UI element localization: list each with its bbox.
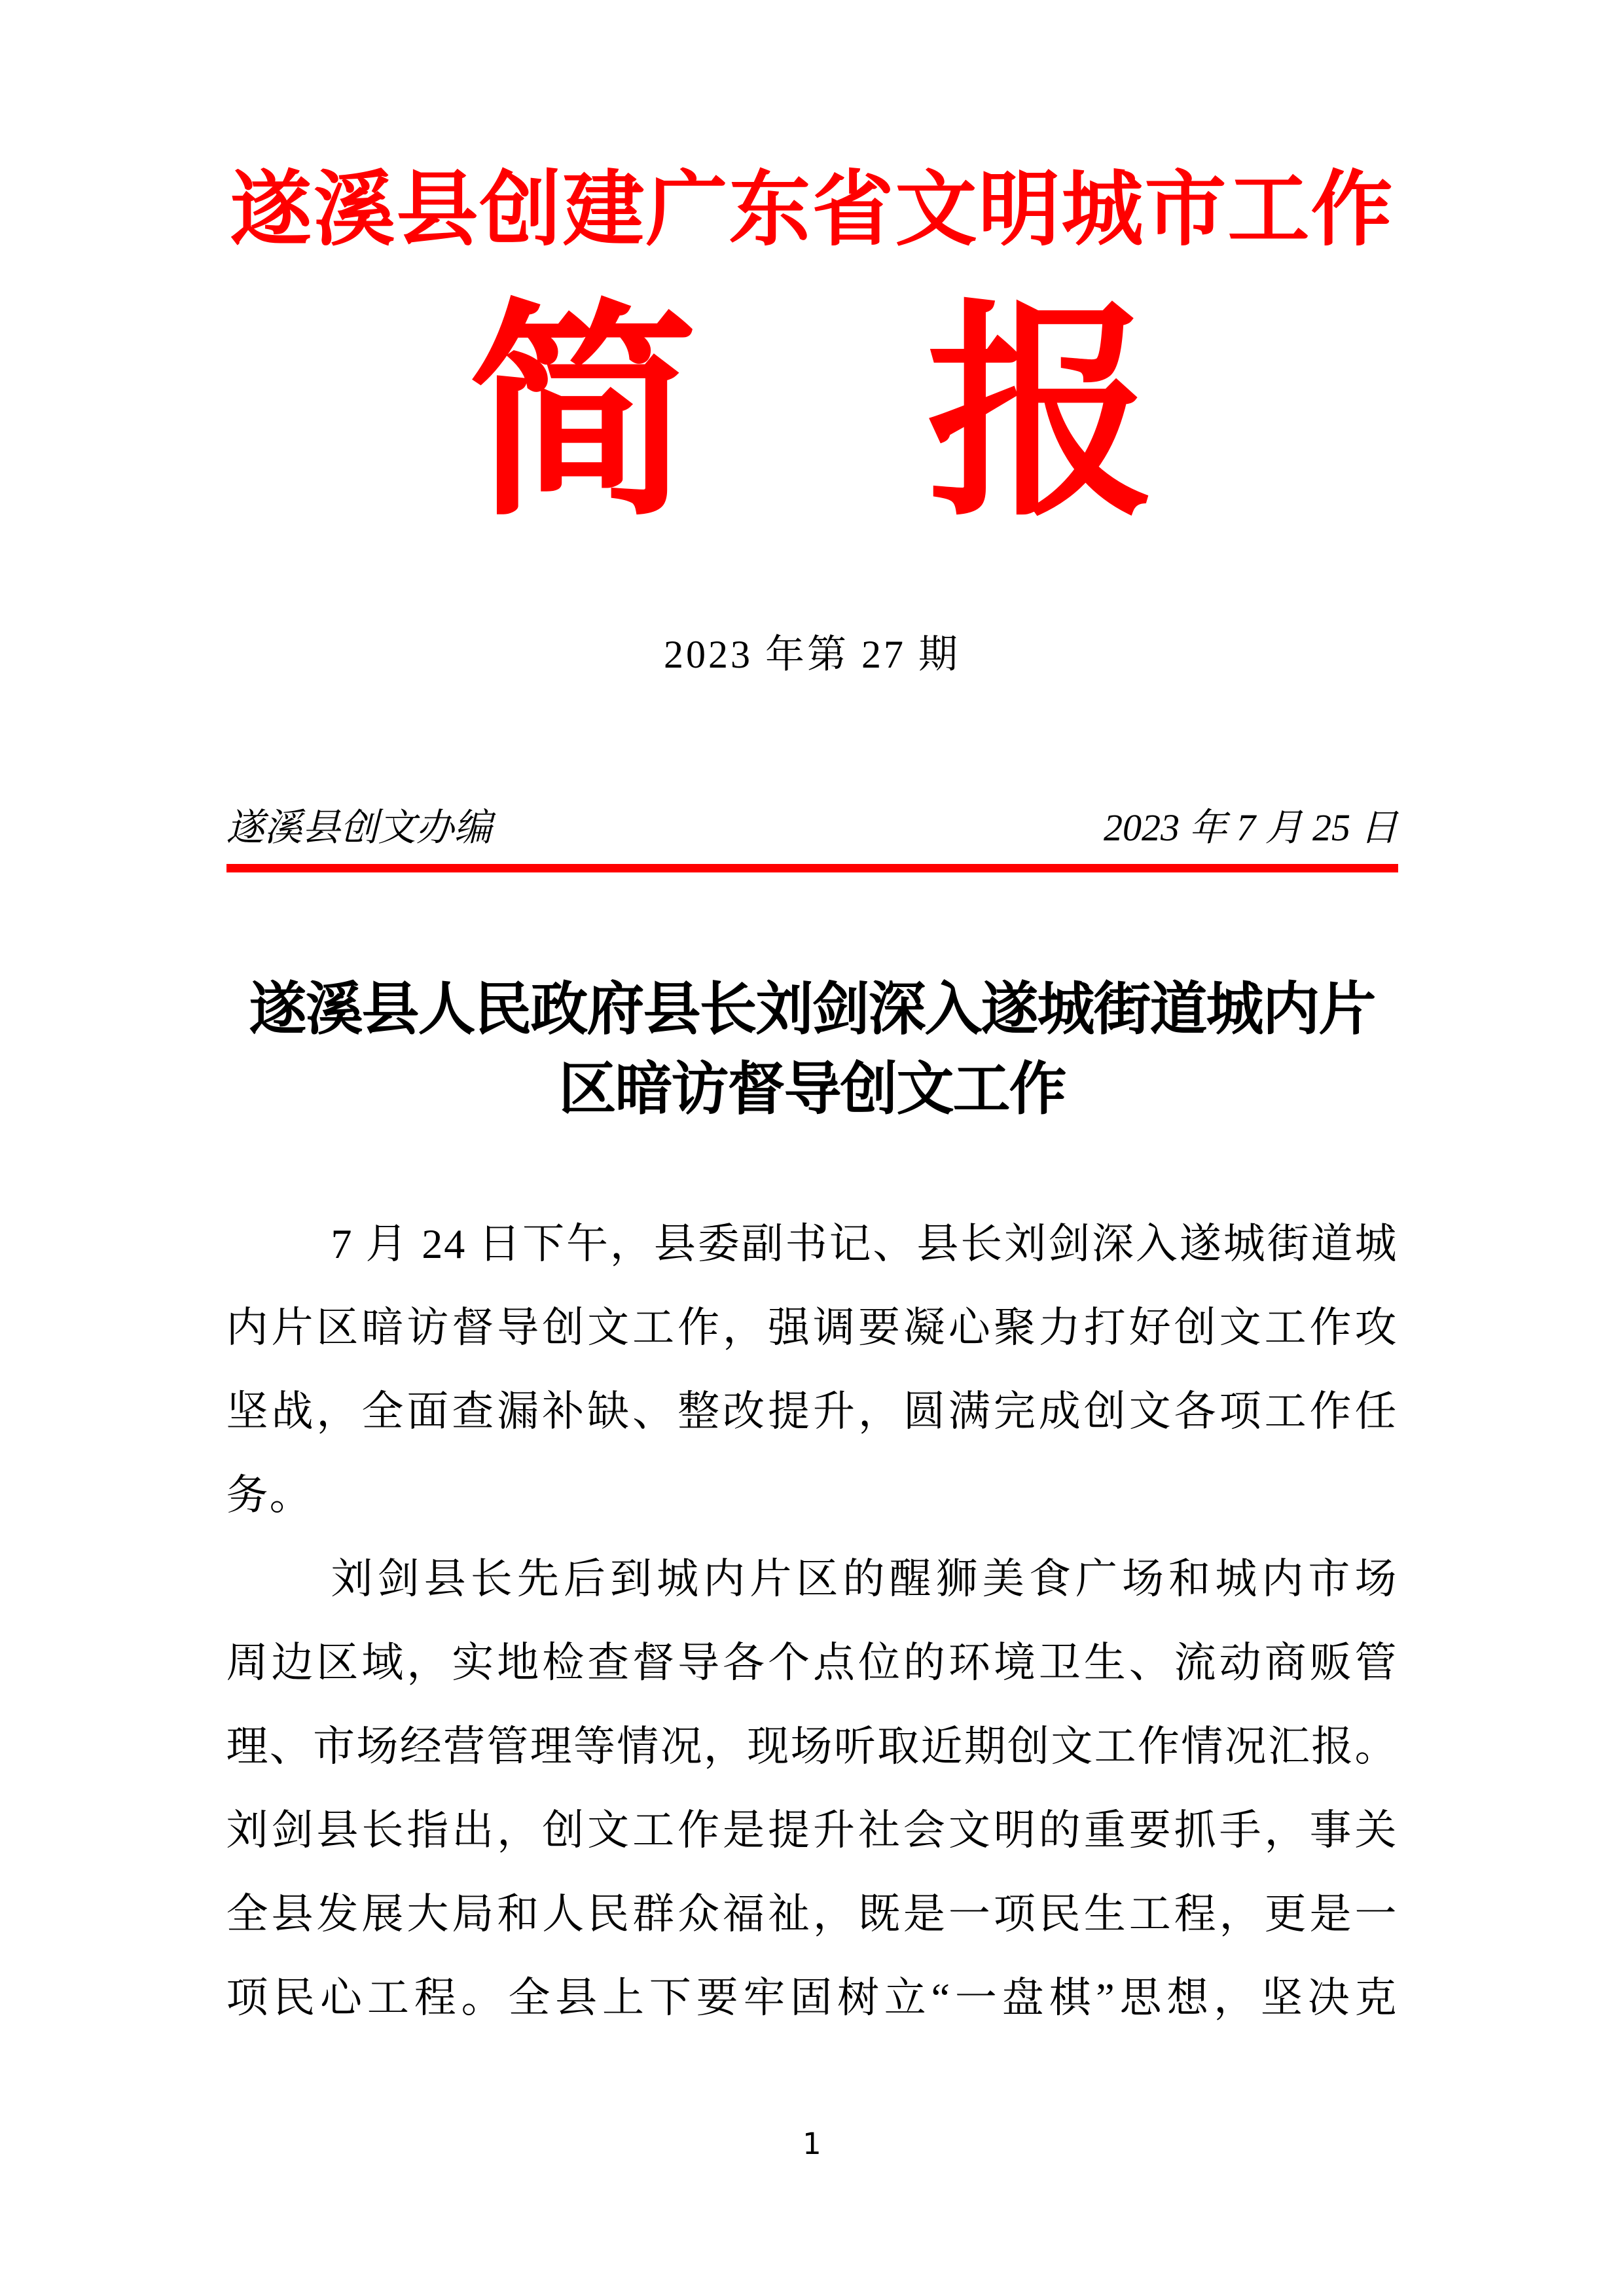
editor-label: 遂溪县创文办编 [226,806,492,849]
body-line: 7 月 24 日下午，县委副书记、县长刘剑深入遂城街道城 [331,1221,1398,1267]
page-number: 1 [803,2126,821,2161]
body-line: 理、市场经营管理等情况，现场听取近期创文工作情况汇报。 [226,1723,1398,1770]
article-body [226,1202,1398,2040]
body-line: 刘剑县长先后到城内片区的醒狮美食广场和城内市场 [331,1556,1398,1602]
publish-date: 2023 年 7 月 25 日 [1103,806,1398,849]
editor-date-row [226,805,1398,851]
article-title [226,971,1398,1130]
article-title-line-2: 区暗访督导创文工作 [558,1058,1066,1122]
article [226,971,1398,2040]
masthead-brief-title: 简 报 [468,289,1156,543]
issue-number: 2023 年第 27 期 [664,633,960,676]
page-content [226,154,1398,2040]
body-line: 周边区域，实地检查督导各个点位的环境卫生、流动商贩管 [226,1640,1398,1686]
body-line: 务。 [226,1472,313,1518]
body-line: 坚战，全面查漏补缺、整改提升，圆满完成创文各项工作任 [226,1388,1398,1435]
masthead [226,154,1398,872]
masthead-title: 遂溪县创建广东省文明城市工作 [230,166,1394,256]
body-line: 项民心工程。全县上下要牢固树立“一盘棋”思想，坚决克 [226,1975,1398,2021]
article-title-line-1: 遂溪县人民政府县长刘剑深入遂城街道城内片 [249,978,1375,1042]
red-divider-rule [226,864,1398,872]
body-line: 刘剑县长指出，创文工作是提升社会文明的重要抓手，事关 [226,1807,1398,1854]
body-line: 内片区暗访督导创文工作，强调要凝心聚力打好创文工作攻 [226,1304,1398,1351]
body-line: 全县发展大局和人民群众福祉，既是一项民生工程，更是一 [226,1891,1398,1937]
